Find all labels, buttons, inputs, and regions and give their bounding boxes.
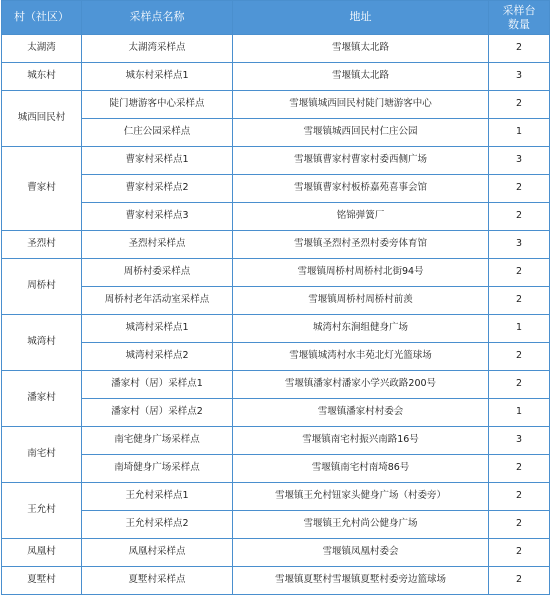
- site-name-cell: 圣烈村采样点: [82, 231, 233, 259]
- table-row: [2, 203, 550, 231]
- site-name-cell: 曹家村采样点1: [82, 147, 233, 175]
- table-row: [2, 483, 550, 511]
- address-cell: 雪堰镇潘家村村委会: [233, 399, 489, 427]
- table-row: [2, 511, 550, 539]
- header-site-name: 采样点名称: [82, 1, 233, 35]
- village-cell: 城湾村: [2, 315, 82, 371]
- village-cell: 王允村: [2, 483, 82, 539]
- table-row: [2, 91, 550, 119]
- address-cell: 雪堰镇南宅村南埼86号: [233, 455, 489, 483]
- count-cell: 2: [489, 343, 550, 371]
- count-cell: 2: [489, 175, 550, 203]
- address-cell: 雪堰镇潘家村潘家小学兴政路200号: [233, 371, 489, 399]
- table-row: [2, 231, 550, 259]
- table-body: [2, 35, 550, 595]
- site-name-cell: 周桥村老年活动室采样点: [82, 287, 233, 315]
- site-name-cell: 曹家村采样点3: [82, 203, 233, 231]
- table-row: [2, 287, 550, 315]
- site-name-cell: 曹家村采样点2: [82, 175, 233, 203]
- count-cell: 3: [489, 427, 550, 455]
- village-cell: 城西回民村: [2, 91, 82, 147]
- site-name-cell: 潘家村（居）采样点2: [82, 399, 233, 427]
- site-name-cell: 南埼健身广场采样点: [82, 455, 233, 483]
- address-cell: 雪堰镇圣烈村圣烈村委旁体育馆: [233, 231, 489, 259]
- count-cell: 2: [489, 259, 550, 287]
- site-name-cell: 太湖湾采样点: [82, 35, 233, 63]
- count-cell: 2: [489, 287, 550, 315]
- header-count: [489, 1, 550, 35]
- header-village: 村（社区）: [2, 1, 82, 35]
- address-cell: 雪堰镇王允村尚公健身广场: [233, 511, 489, 539]
- village-cell: 潘家村: [2, 371, 82, 427]
- site-name-cell: 仁庄公园采样点: [82, 119, 233, 147]
- address-cell: 铭锦弹簧厂: [233, 203, 489, 231]
- village-cell: 太湖湾: [2, 35, 82, 63]
- table-row: [2, 539, 550, 567]
- address-cell: 雪堰镇城西回民村陡门塘游客中心: [233, 91, 489, 119]
- address-cell: 雪堰镇太北路: [233, 35, 489, 63]
- site-name-cell: 潘家村（居）采样点1: [82, 371, 233, 399]
- address-cell: 雪堰镇夏墅村雪堰镇夏墅村委旁边篮球场: [233, 567, 489, 595]
- count-cell: 2: [489, 511, 550, 539]
- table-row: [2, 63, 550, 91]
- village-cell: 凤凰村: [2, 539, 82, 567]
- count-cell: 2: [489, 455, 550, 483]
- address-cell: 雪堰镇城湾村水丰苑北灯光篮球场: [233, 343, 489, 371]
- table-row: [2, 399, 550, 427]
- table-row: [2, 259, 550, 287]
- address-cell: 雪堰镇城西回民村仁庄公园: [233, 119, 489, 147]
- count-cell: 3: [489, 63, 550, 91]
- table-header: [2, 1, 550, 35]
- table-row: [2, 147, 550, 175]
- site-name-cell: 夏墅村采样点: [82, 567, 233, 595]
- address-cell: 雪堰镇凤凰村委会: [233, 539, 489, 567]
- address-cell: 雪堰镇周桥村周桥村前羡: [233, 287, 489, 315]
- village-cell: 周桥村: [2, 259, 82, 315]
- count-cell: 2: [489, 539, 550, 567]
- address-cell: 雪堰镇曹家村板桥嘉苑喜事会馆: [233, 175, 489, 203]
- count-cell: 2: [489, 35, 550, 63]
- address-cell: 雪堰镇王允村钮家头健身广场（村委旁）: [233, 483, 489, 511]
- table-row: [2, 119, 550, 147]
- table-row: [2, 567, 550, 595]
- site-name-cell: 城湾村采样点2: [82, 343, 233, 371]
- address-cell: 雪堰镇曹家村曹家村委西侧广场: [233, 147, 489, 175]
- header-count-line2: 数量: [508, 17, 530, 31]
- site-name-cell: 陡门塘游客中心采样点: [82, 91, 233, 119]
- count-cell: 2: [489, 371, 550, 399]
- site-name-cell: 凤凰村采样点: [82, 539, 233, 567]
- header-row: [2, 1, 550, 35]
- count-cell: 2: [489, 91, 550, 119]
- sampling-sites-table: [1, 0, 550, 595]
- count-cell: 1: [489, 315, 550, 343]
- site-name-cell: 南宅健身广场采样点: [82, 427, 233, 455]
- village-cell: 曹家村: [2, 147, 82, 231]
- site-name-cell: 王允村采样点2: [82, 511, 233, 539]
- count-cell: 2: [489, 203, 550, 231]
- site-name-cell: 王允村采样点1: [82, 483, 233, 511]
- table-row: [2, 35, 550, 63]
- village-cell: 圣烈村: [2, 231, 82, 259]
- count-cell: 2: [489, 483, 550, 511]
- table-row: [2, 175, 550, 203]
- village-cell: 南宅村: [2, 427, 82, 483]
- count-cell: 2: [489, 567, 550, 595]
- site-name-cell: 城东村采样点1: [82, 63, 233, 91]
- count-cell: 1: [489, 399, 550, 427]
- count-cell: 3: [489, 231, 550, 259]
- count-cell: 3: [489, 147, 550, 175]
- table-row: [2, 343, 550, 371]
- village-cell: 夏墅村: [2, 567, 82, 595]
- site-name-cell: 城湾村采样点1: [82, 315, 233, 343]
- address-cell: 雪堰镇南宅村振兴南路16号: [233, 427, 489, 455]
- table-row: [2, 427, 550, 455]
- header-count-line1: 采样台: [502, 4, 536, 18]
- address-cell: 雪堰镇太北路: [233, 63, 489, 91]
- header-address: 地址: [233, 1, 489, 35]
- table-row: [2, 315, 550, 343]
- site-name-cell: 周桥村委采样点: [82, 259, 233, 287]
- count-cell: 1: [489, 119, 550, 147]
- table-row: [2, 371, 550, 399]
- village-cell: 城东村: [2, 63, 82, 91]
- address-cell: 雪堰镇周桥村周桥村北街94号: [233, 259, 489, 287]
- address-cell: 城湾村东涧组健身广场: [233, 315, 489, 343]
- table-row: [2, 455, 550, 483]
